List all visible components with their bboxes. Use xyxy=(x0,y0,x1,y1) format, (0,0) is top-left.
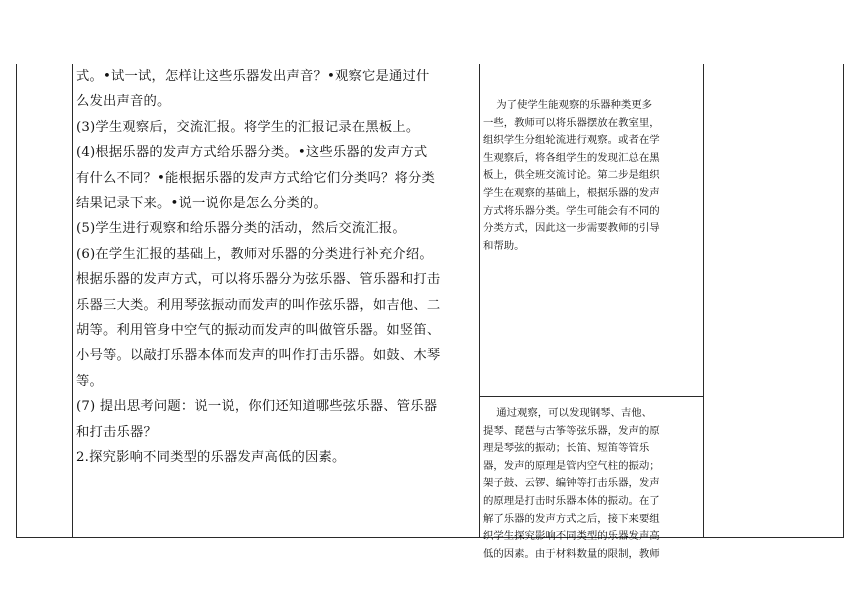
lesson-procedure-text xyxy=(76,64,476,471)
table-border-right xyxy=(843,64,844,538)
main-line: 根据乐器的发声方式，可以将乐器分为弦乐器、管乐器和打击 xyxy=(76,272,441,288)
note-line: 器，发声的原理是管内空气柱的振动； xyxy=(483,459,660,472)
main-line: 式。•试一试，怎样让这些乐器发出声音？•观察它是通过什 xyxy=(76,69,430,84)
main-line: (3)学生观察后，交流汇报。将学生的汇报记录在黑板上。 xyxy=(76,119,420,135)
main-line: (6)在学生汇报的基础上，教师对乐器的分类进行补充介绍。 xyxy=(76,246,433,262)
note-line: 为了使学生能观察的乐器种类更多 xyxy=(483,99,653,111)
note-line: 组织学生分组轮流进行观察。或者在学 xyxy=(483,134,660,147)
note-line: 解了乐器的发声方式之后，接下来要组 xyxy=(483,512,660,525)
design-note-sound-principle-cell xyxy=(480,397,702,560)
note-line: 理是琴弦的振动；长笛、短笛等管乐 xyxy=(483,442,650,455)
design-note-observation xyxy=(483,97,701,255)
note-line: 提琴、琵琶与古筝等弦乐器，发声的原 xyxy=(483,424,660,437)
note-line: 通过观察，可以发现钢琴、吉他、 xyxy=(483,407,653,419)
note-line: 方式将乐器分类。学生可能会有不同的 xyxy=(483,204,660,217)
main-line: 等。 xyxy=(76,373,103,389)
note-line: 生观察后，将各组学生的发现汇总在黑 xyxy=(483,151,660,164)
main-line: 结果记录下来。•说一说你是怎么分类的。 xyxy=(76,196,327,212)
table-border-bottom xyxy=(16,537,844,538)
main-line: 有什么不同？•能根据乐器的发声方式给它们分类吗？将分类 xyxy=(76,170,435,186)
note-line: 低的因素。由于材料数量的限制，教师 xyxy=(483,547,660,560)
main-line: (7) 提出思考问题：说一说，你们还知道哪些弦乐器、管乐器 xyxy=(76,399,438,415)
note-line: 分类方式，因此这一步需要教师的引导 xyxy=(483,222,660,235)
note-line: 架子鼓、云锣、编钟等打击乐器，发声 xyxy=(483,477,660,490)
main-line: 么发出声音的。 xyxy=(76,94,171,110)
table-border-left xyxy=(16,64,17,538)
main-line: 2.探究影响不同类型的乐器发声高低的因素。 xyxy=(76,450,346,466)
main-line: 乐器三大类。利用琴弦振动而发声的叫作弦乐器，如吉他、二 xyxy=(76,297,441,313)
note-line: 的原理是打击时乐器本体的振动。在了 xyxy=(483,494,660,507)
note-line: 和帮助。 xyxy=(483,239,525,252)
main-line: (4)根据乐器的发声方式给乐器分类。•这些乐器的发声方式 xyxy=(76,145,428,161)
design-note-sound-principle xyxy=(483,405,701,563)
main-line: 和打击乐器？ xyxy=(76,424,157,440)
table-border-col1 xyxy=(72,64,73,538)
note-line: 板上，供全班交流讨论。第二步是组织 xyxy=(483,169,660,182)
main-line: (5)学生进行观察和给乐器分类的活动，然后交流汇报。 xyxy=(76,221,406,237)
table-border-col3 xyxy=(703,64,704,538)
note-line: 织学生探究影响不同类型的乐器发声高 xyxy=(483,530,660,543)
note-line: 一些，教师可以将乐器摆放在教室里， xyxy=(483,116,660,129)
main-line: 胡等。利用管身中空气的振动而发声的叫做管乐器。如竖笛、 xyxy=(76,323,441,339)
main-line: 小号等。以敲打乐器本体而发声的叫作打击乐器。如鼓、木琴 xyxy=(76,348,441,364)
note-line: 学生在观察的基础上，根据乐器的发声 xyxy=(483,186,660,199)
